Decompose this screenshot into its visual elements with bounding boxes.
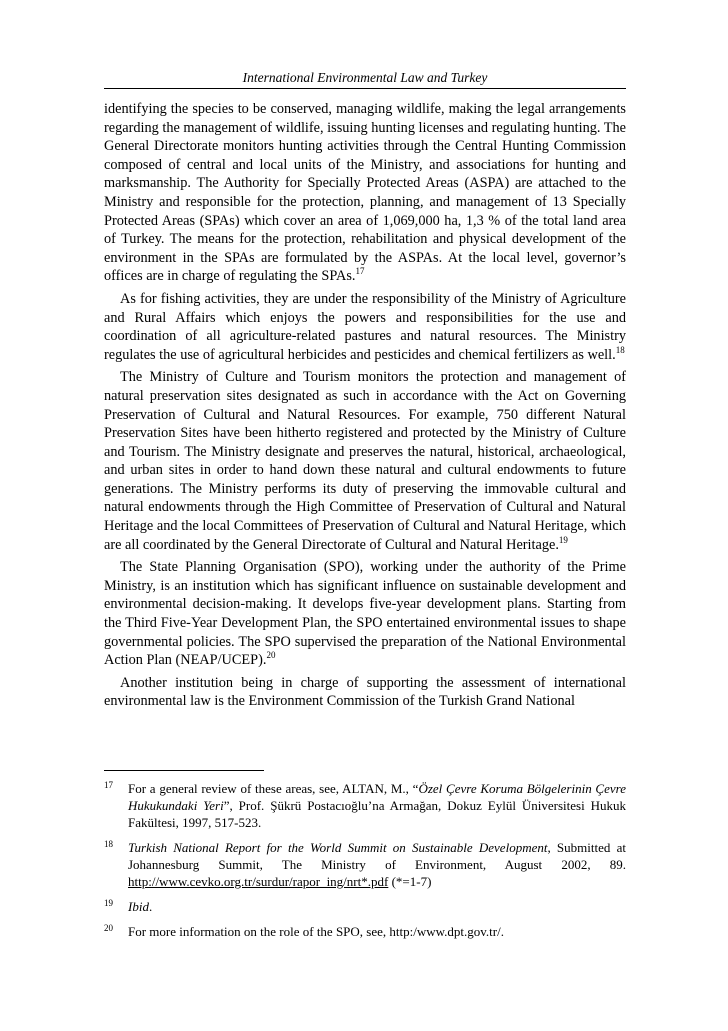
body-text xyxy=(104,100,626,715)
header-rule xyxy=(104,88,626,89)
footnote-17: 17 For a general review of these areas, see, ALTAN, M., “Özel Çevre Koruma Bölgelerinin Çevre Hukukundaki Yeri”, Prof. Şükrü Postacıoğlu’na Armağan, Dokuz Eylül Üniversitesi Hukuk Fakültesi, 1997, 517-523. xyxy=(104,780,626,831)
footnote-18: 18 Turkish National Report for the World Summit on Sustainable Development, Submitted at Johannesburg Summit, The Ministry of Environment, August 2002, 89. http://www.cevko.org.tr/surdur/rapor_ing/nrt*.pdf (*=1-7) xyxy=(104,839,626,890)
footnote-ref-20[interactable]: 20 xyxy=(266,650,276,661)
footnote-number: 17 xyxy=(104,780,113,790)
paragraph-3: The Ministry of Culture and Tourism monitors the protection and management of natural preservation sites designated as such in accordance with the Act on Governing Preservation of Cultural and Natural Resources. For example, 750 different Natural Preservation Sites have been hitherto registered and protected by the Ministry of Culture and Tourism. The Ministry designate and preserves the natural, historical, archaeological, and urban sites in order to hand down these natural and cultural endowments to future generations. The Ministry performs its duty of preserving the immovable cultural and natural endowments through the High Committee of Preservation of Cultural and Natural Heritage and the local Committees of Preservation of Cultural and Natural Heritage, which are all coordinated by the General Directorate of Cultural and Natural Heritage.$^{19}$ xyxy=(104,369,626,553)
footnote-number: 20 xyxy=(104,923,113,933)
footnote-ref-17[interactable]: 17 xyxy=(355,266,365,277)
footnote-18-link[interactable]: http://www.cevko.org.tr/surdur/rapor_ing/nrt*.pdf xyxy=(128,874,389,889)
paragraph-1: identifying the species to be conserved, managing wildlife, making the legal arrangements regarding the management of wildlife, issuing hunting licenses and regulating hunting. The General Directorate monitors hunting activities through the Central Hunting Commission composed of central and local units of the Ministry, and associations for hunting and marksmanship. The Authority for Specially Protected Areas (ASPA) are attached to the Ministry and responsible for the protection, planning, and management of 13 Specially Protected Areas (SPAs) which cover an area of 1,069,000 ha, 1,3 % of the total land area of Turkey. The means for the protection, rehabilitation and physical development of the environment in the SPAs are formulated by the ASPAs. At the local level, governor’s offices are in charge of regulating the SPAs.$^{17}$ xyxy=(104,101,626,285)
paragraph-2: As for fishing activities, they are under the responsibility of the Ministry of Agriculture and Rural Affairs which enjoys the powers and responsibilities for the use and coordination of all agriculture-related pastures and natural resources. The Ministry regulates the use of agricultural herbicides and pesticides and chemical fertilizers as well.$^{18}$ xyxy=(104,290,626,363)
footnote-ref-19[interactable]: 19 xyxy=(558,534,568,545)
footnote-number: 18 xyxy=(104,839,113,849)
footnote-20: 20 For more information on the role of the SPO, see, http:/www.dpt.gov.tr/. xyxy=(104,923,626,940)
paragraph-4: The State Planning Organisation (SPO), working under the authority of the Prime Ministry, is an institution which has significant influence on sustainable development and environmental decision-making. It develops five-year development plans. Starting from the Third Five-Year Development Plan, the SPO entertained environmental issues to shape governmental policies. The SPO supervised the preparation of the National Environmental Action Plan (NEAP/UCEP).$^{20}$ xyxy=(104,559,626,669)
footnotes xyxy=(104,780,626,948)
running-header: International Environmental Law and Turkey xyxy=(242,70,488,85)
footnote-separator xyxy=(104,770,264,771)
footnote-ref-18[interactable]: 18 xyxy=(615,344,625,355)
paragraph-5: Another institution being in charge of supporting the assessment of international environmental law is the Environment Commission of the Turkish Grand National xyxy=(104,674,626,710)
footnote-19: 19 Ibid. xyxy=(104,898,626,915)
footnote-number: 19 xyxy=(104,898,113,908)
